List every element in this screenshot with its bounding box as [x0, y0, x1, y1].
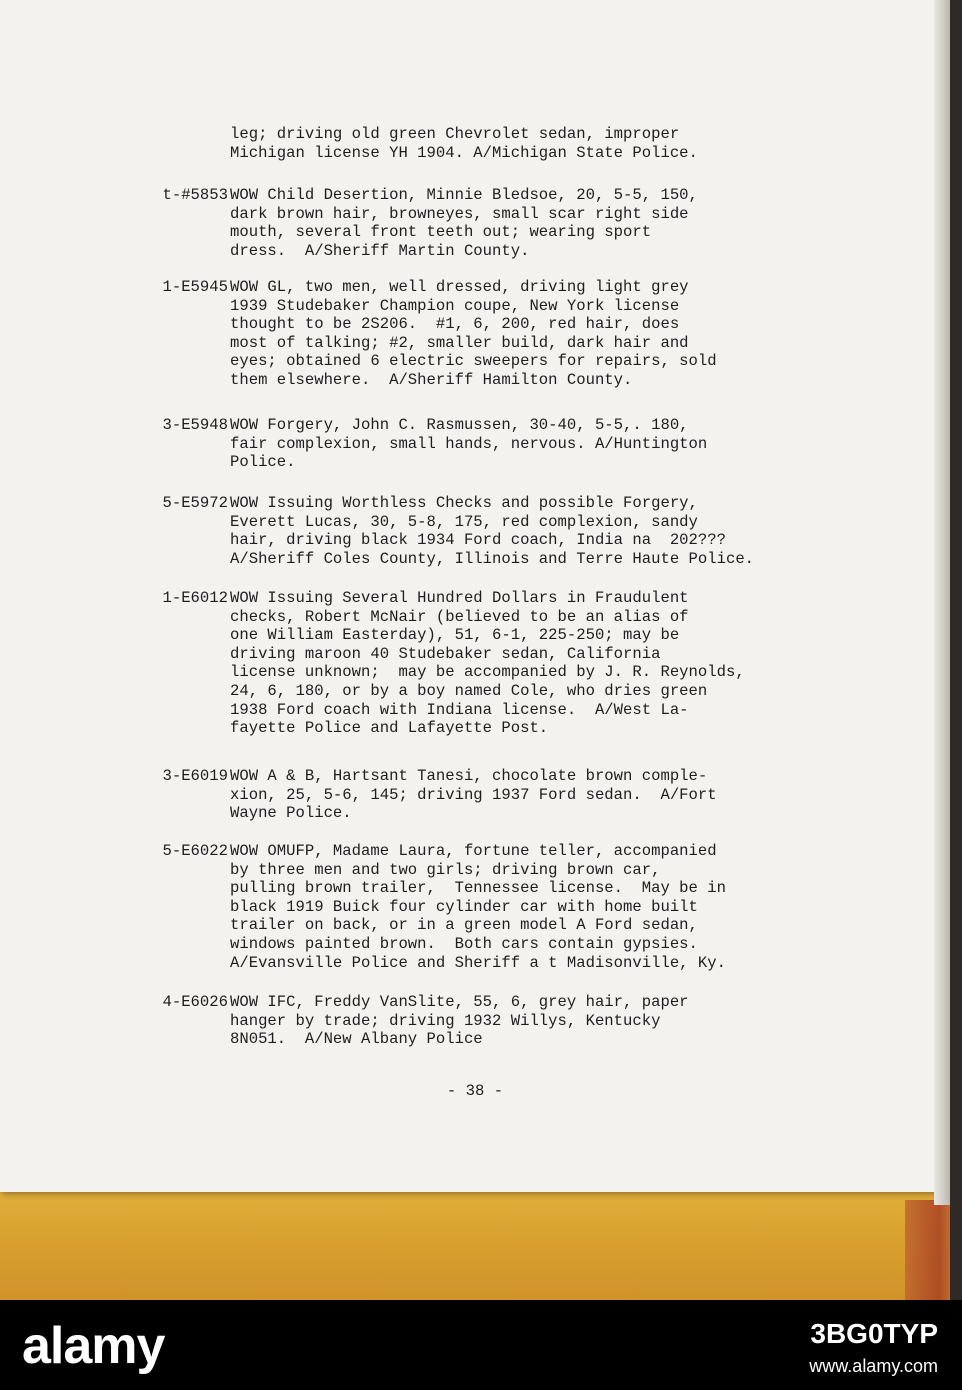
- entry-line: 24, 6, 180, or by a boy named Cole, who dries green: [230, 681, 708, 700]
- entry-text: [230, 589, 745, 738]
- entry-line: hair, driving black 1934 Ford coach, India na 202???: [230, 531, 726, 550]
- entry-code: 3-E6019: [162, 767, 228, 785]
- entry-line: Everett Lucas, 30, 5-8, 175, red complexion, sandy: [230, 512, 698, 531]
- entry-line: mouth, several front teeth out; wearing sport: [230, 223, 652, 242]
- entry-code: 5-E6022: [162, 842, 228, 860]
- entry-line: by three men and two girls; driving brown car,: [230, 860, 661, 879]
- entry-line: driving maroon 40 Studebaker sedan, California: [230, 644, 661, 663]
- entry-line: A/Evansville Police and Sheriff a t Madisonville, Ky.: [230, 953, 726, 972]
- entry-line: one William Easterday), 51, 6-1, 225-250; may be: [230, 626, 680, 645]
- entry-line: Michigan license YH 1904. A/Michigan State Police.: [230, 143, 698, 162]
- entry-line: license unknown; may be accompanied by J. R. Reynolds,: [230, 663, 745, 682]
- entry-code: 1-E6012: [162, 589, 228, 607]
- entry-line: fayette Police and Lafayette Post.: [230, 719, 549, 738]
- entry-line: pulling brown trailer, Tennessee license. May be in: [230, 879, 726, 898]
- entry-line: 1938 Ford coach with Indiana license. A/West La-: [230, 700, 689, 719]
- entry-text: [230, 767, 717, 823]
- entry-text: [230, 125, 698, 162]
- entry-line: hanger by trade; driving 1932 Willys, Kentucky: [230, 1011, 661, 1030]
- entry-code: 3-E5948: [162, 416, 228, 434]
- entry-code: 4-E6026: [162, 993, 228, 1011]
- entry-text: [230, 993, 689, 1049]
- entry-line: WOW Issuing Worthless Checks and possible Forgery,: [230, 494, 698, 512]
- image-id: 3BG0TYP: [810, 1318, 938, 1349]
- entry-line: 1939 Studebaker Champion coupe, New York license: [230, 296, 680, 315]
- entry-line: dress. A/Sheriff Martin County.: [230, 241, 530, 260]
- banner-url: www.alamy.com: [809, 1356, 938, 1376]
- entry-line: WOW Child Desertion, Minnie Bledsoe, 20, 5-5, 150,: [230, 186, 698, 204]
- entry-line: 8N051. A/New Albany Police: [230, 1030, 483, 1049]
- entry-text: [230, 186, 698, 260]
- entry-line: eyes; obtained 6 electric sweepers for repairs, sold: [230, 352, 717, 371]
- entry-code: 1-E5945: [162, 278, 228, 296]
- entry-line: leg; driving old green Chevrolet sedan, improper: [230, 125, 680, 143]
- entry-line: Police.: [230, 453, 296, 472]
- folder-backing: [0, 1185, 962, 1300]
- entry-line: fair complexion, small hands, nervous. A/Huntington: [230, 434, 708, 453]
- entry-code: t-#5853: [162, 186, 228, 204]
- dark-margin: [950, 0, 962, 1300]
- entry-line: A/Sheriff Coles County, Illinois and Terre Haute Police.: [230, 549, 755, 568]
- entry-line: xion, 25, 5-6, 145; driving 1937 Ford sedan. A/Fort: [230, 785, 717, 804]
- page-number: - 38 -: [446, 1082, 504, 1100]
- entry-line: most of talking; #2, smaller build, dark hair and: [230, 333, 689, 352]
- entry-line: WOW IFC, Freddy VanSlite, 55, 6, grey hair, paper: [230, 993, 689, 1011]
- entry-code: 5-E5972: [162, 494, 228, 512]
- entry-line: WOW A & B, Hartsant Tanesi, chocolate brown comple-: [230, 767, 708, 785]
- page-edge: [934, 0, 950, 1205]
- entry-line: thought to be 2S206. #1, 6, 200, red hair, does: [230, 315, 680, 334]
- alamy-logo: alamy: [22, 1317, 165, 1375]
- entry-line: Wayne Police.: [230, 804, 352, 823]
- entry-text: [230, 278, 717, 390]
- entry-line: WOW OMUFP, Madame Laura, fortune teller, accompanied: [230, 842, 717, 860]
- entry-line: checks, Robert McNair (believed to be an alias of: [230, 607, 689, 626]
- entry-line: black 1919 Buick four cylinder car with home built: [230, 897, 698, 916]
- entry-text: [230, 842, 726, 972]
- entry-line: WOW Issuing Several Hundred Dollars in Fraudulent: [230, 589, 689, 607]
- banner-info: [809, 1318, 938, 1377]
- entry-line: dark brown hair, browneyes, small scar right side: [230, 204, 689, 223]
- entry-text: [230, 494, 754, 568]
- entry-line: trailer on back, or in a green model A Ford sedan,: [230, 916, 698, 935]
- entry-line: them elsewhere. A/Sheriff Hamilton County.: [230, 370, 633, 389]
- entry-text: [230, 416, 707, 472]
- entry-line: windows painted brown. Both cars contain gypsies.: [230, 934, 698, 953]
- entry-line: WOW GL, two men, well dressed, driving light grey: [230, 278, 689, 296]
- entry-line: WOW Forgery, John C. Rasmussen, 30-40, 5-5,. 180,: [230, 416, 689, 434]
